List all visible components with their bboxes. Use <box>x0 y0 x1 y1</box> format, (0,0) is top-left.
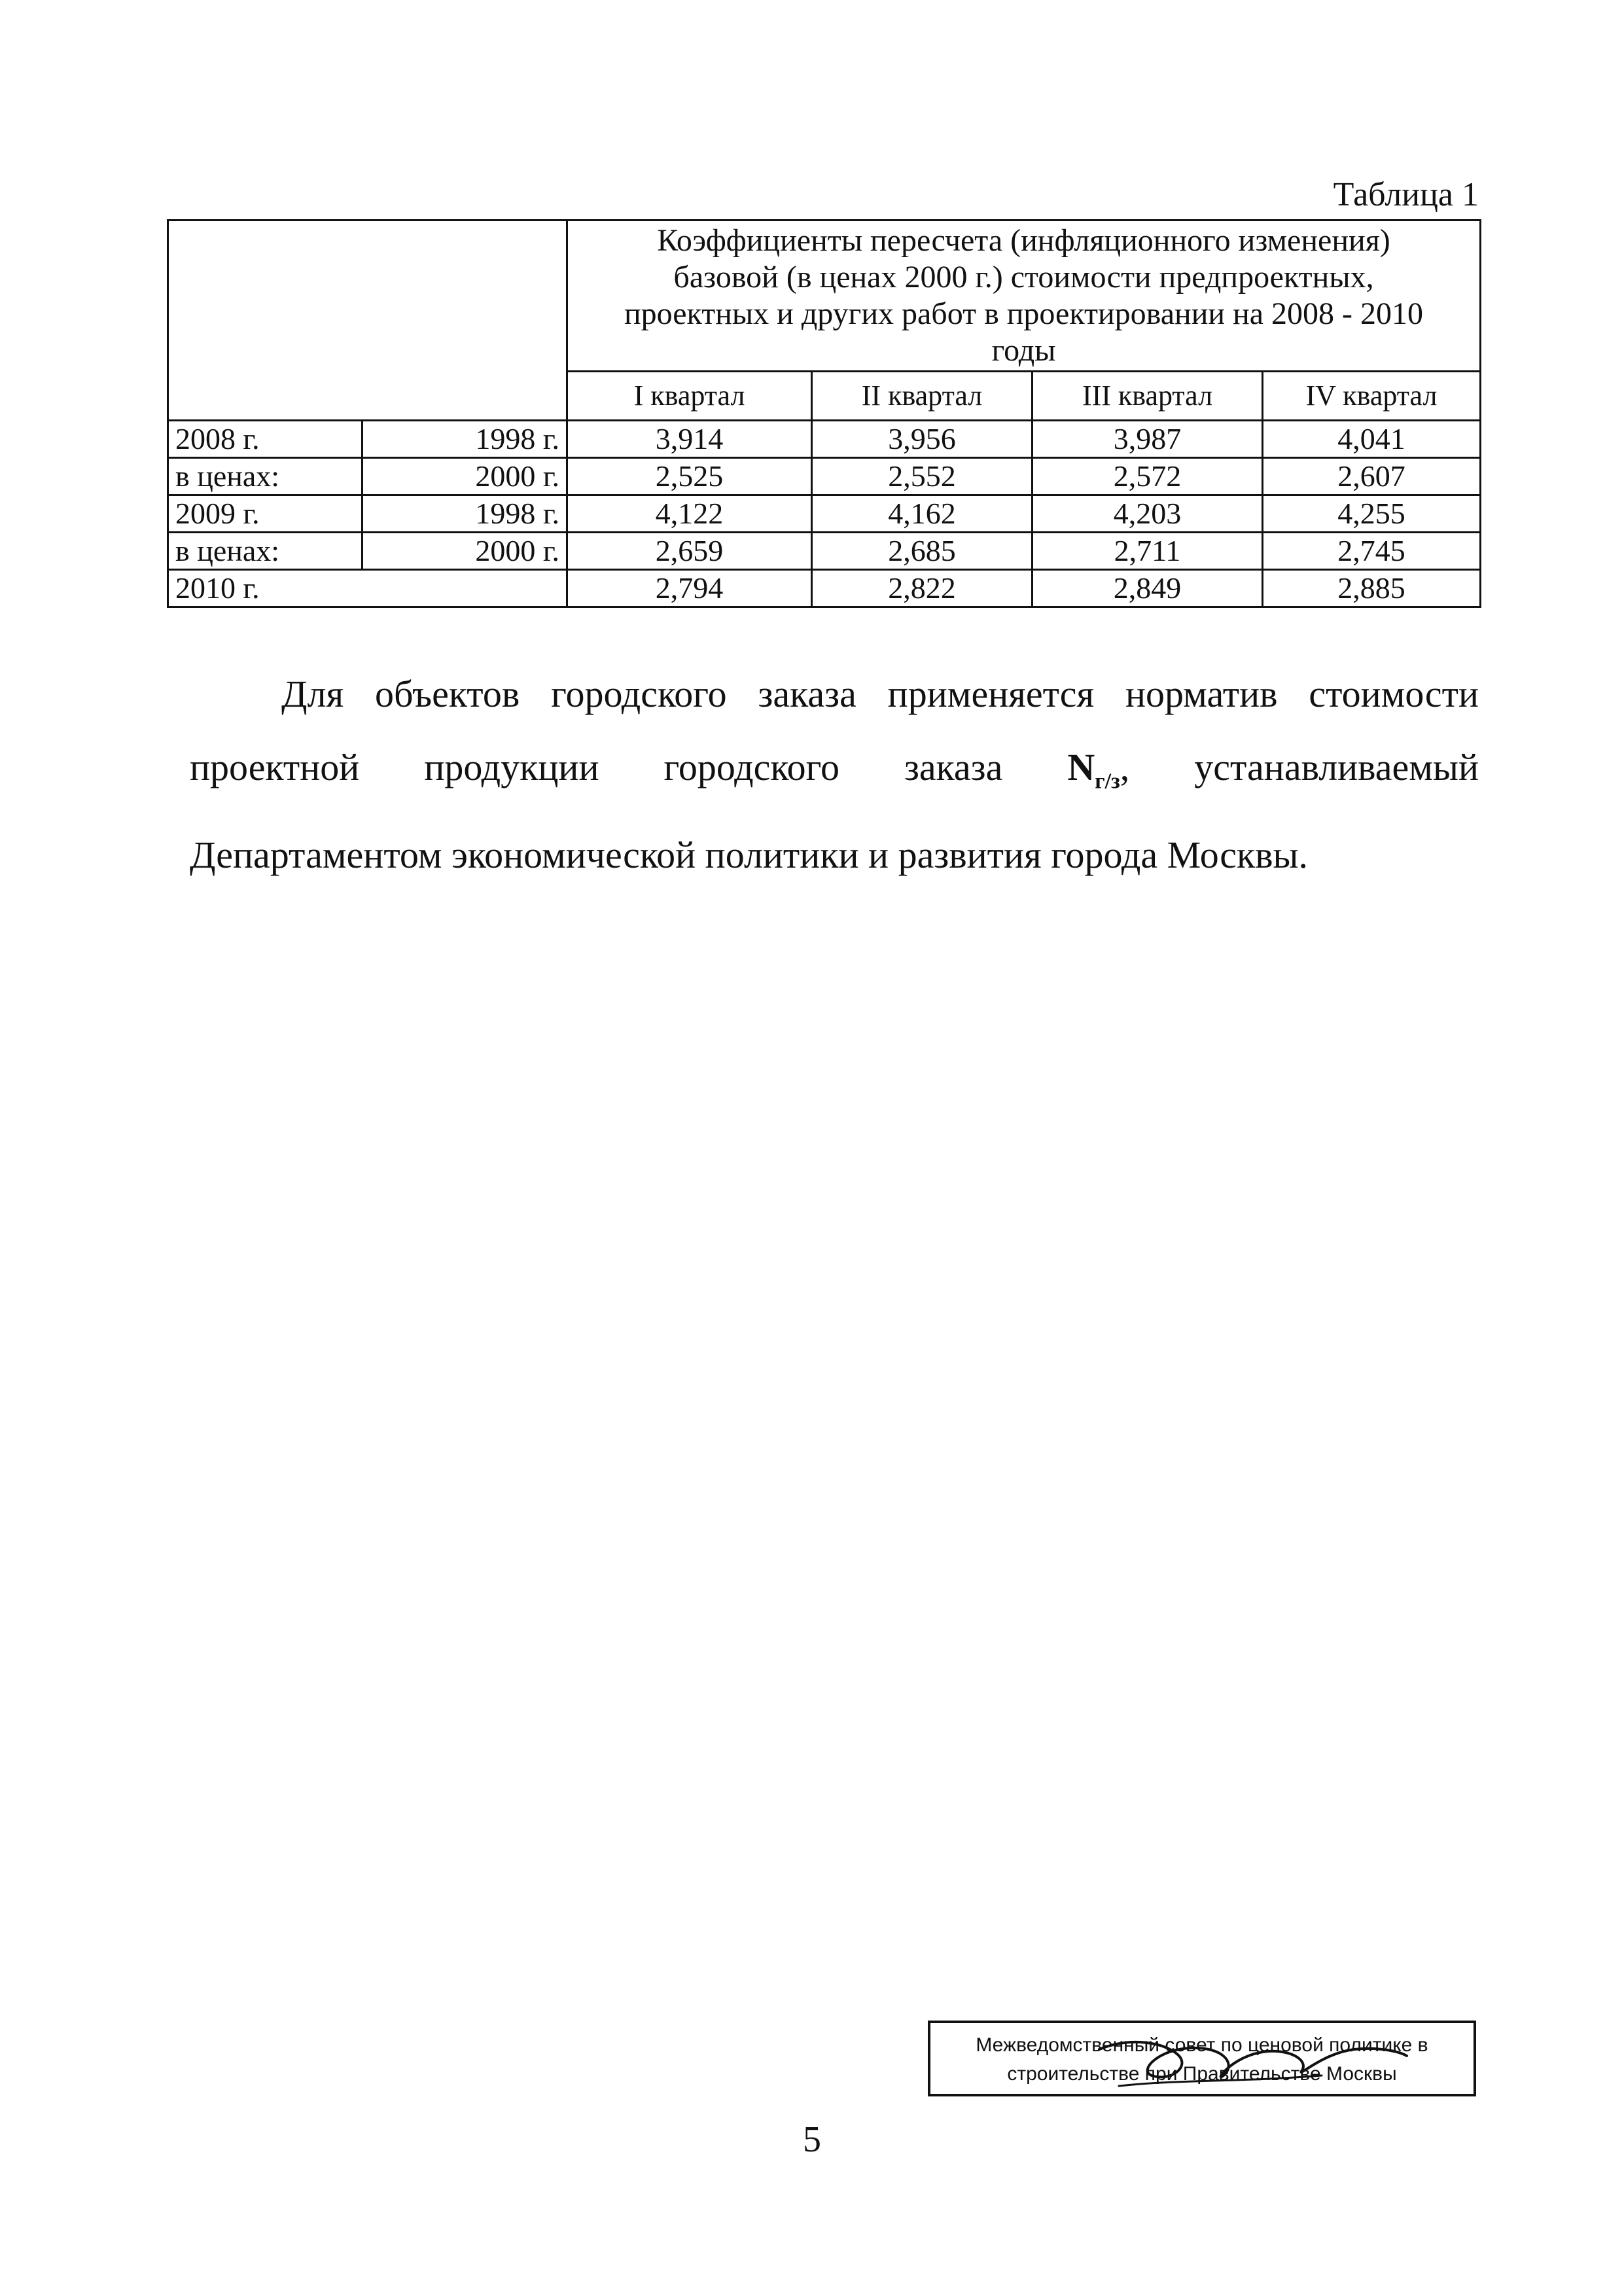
coefficients-table <box>167 219 1481 608</box>
coef-value: 4,203 <box>1033 495 1263 533</box>
base-year: 2000 г. <box>362 458 567 495</box>
base-year: 1998 г. <box>362 421 567 458</box>
year-label: 2010 г. <box>168 570 567 607</box>
table-row <box>168 570 1481 607</box>
body-paragraph <box>190 658 1479 892</box>
year-label: в ценах: <box>168 533 362 570</box>
coef-value: 2,711 <box>1033 533 1263 570</box>
quarter-header: IV квартал <box>1263 372 1481 421</box>
table-row <box>168 421 1481 458</box>
base-year: 2000 г. <box>362 533 567 570</box>
coef-value: 4,122 <box>567 495 812 533</box>
coef-value: 2,552 <box>812 458 1033 495</box>
year-label: 2008 г. <box>168 421 362 458</box>
coef-value: 2,745 <box>1263 533 1481 570</box>
page-number: 5 <box>803 2119 821 2160</box>
coef-value: 3,956 <box>812 421 1033 458</box>
table-row <box>168 495 1481 533</box>
paragraph-line: Для объектов городского заказа применяется норматив стоимости <box>281 673 1479 715</box>
coef-value: 2,822 <box>812 570 1033 607</box>
year-label: в ценах: <box>168 458 362 495</box>
table-row <box>168 533 1481 570</box>
year-label: 2009 г. <box>168 495 362 533</box>
coef-value: 4,041 <box>1263 421 1481 458</box>
coef-value: 3,914 <box>567 421 812 458</box>
coef-value: 2,794 <box>567 570 812 607</box>
coef-value: 2,849 <box>1033 570 1263 607</box>
table-header-row <box>168 221 1481 372</box>
coef-value: 2,885 <box>1263 570 1481 607</box>
table-row <box>168 458 1481 495</box>
coef-value: 2,685 <box>812 533 1033 570</box>
table-caption: Таблица 1 <box>1333 176 1479 213</box>
paragraph-line: проектной продукции городского заказа $N_{г/з}$, устанавливаемый <box>190 746 1479 794</box>
coef-value: 2,572 <box>1033 458 1263 495</box>
base-year: 1998 г. <box>362 495 567 533</box>
norm-symbol: $N_{г/з}$ <box>1067 746 1120 794</box>
coef-value: 3,987 <box>1033 421 1263 458</box>
paragraph-line: Департаментом экономической политики и развития города Москвы. <box>190 833 1308 876</box>
approval-stamp: Межведомственный совет по ценовой политике в строительстве при Правительстве Москвы <box>928 2021 1476 2096</box>
quarter-header: II квартал <box>812 372 1033 421</box>
coef-value: 2,659 <box>567 533 812 570</box>
quarter-header: I квартал <box>567 372 812 421</box>
coef-value: 2,607 <box>1263 458 1481 495</box>
coef-value: 4,162 <box>812 495 1033 533</box>
quarter-header: III квартал <box>1033 372 1263 421</box>
table-header-title: Коэффициенты пересчета (инфляционного изменения) базовой (в ценах 2000 г.) стоимости предпроектных, проектных и других работ в проектировании на 2008 - 2010 годы <box>567 221 1481 372</box>
coef-value: 2,525 <box>567 458 812 495</box>
coef-value: 4,255 <box>1263 495 1481 533</box>
table-corner-cell <box>168 221 567 421</box>
